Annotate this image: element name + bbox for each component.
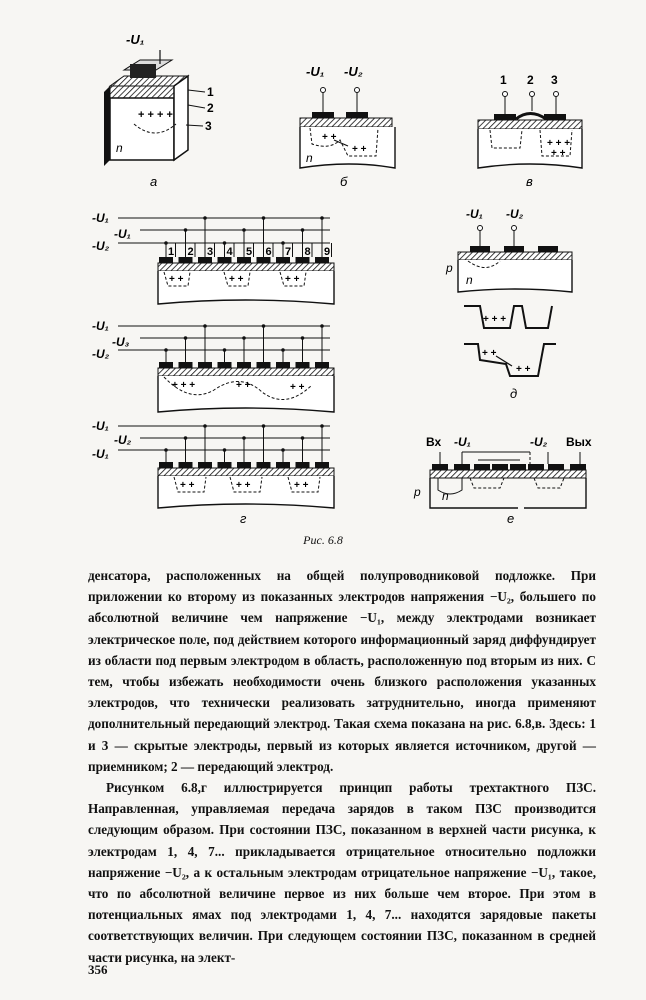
electrode [179, 362, 193, 368]
electrode [179, 462, 193, 468]
electrode-number: 2 [187, 246, 194, 258]
body-text [88, 565, 596, 968]
svg-text:Вх: Вх [426, 435, 442, 449]
svg-text:+ +: + + [236, 380, 251, 391]
svg-text:n: n [306, 151, 313, 165]
electrode [474, 464, 490, 470]
panel-letter-v: в [526, 174, 533, 189]
page-number: 356 [88, 962, 108, 977]
panel-letter-e: е [507, 511, 515, 526]
panel-b [300, 64, 395, 189]
electrode [528, 464, 544, 470]
svg-text:-U₁: -U₁ [466, 207, 483, 221]
svg-text:+ +: + + [551, 148, 566, 159]
electrode [159, 362, 173, 368]
svg-text:+ +: + + [482, 348, 497, 359]
svg-text:+ + + +: + + + + [138, 109, 173, 121]
electrode [492, 464, 508, 470]
electrode-number: 8 [304, 246, 311, 258]
svg-text:+ +: + + [169, 274, 184, 285]
panel-e [413, 435, 592, 526]
label-u1-a: -U₁ [126, 32, 145, 47]
svg-text:-U₁: -U₁ [92, 319, 109, 333]
electrode [198, 362, 212, 368]
svg-text:3: 3 [551, 73, 558, 87]
svg-text:-U₁: -U₁ [92, 419, 109, 433]
svg-text:1: 1 [207, 85, 214, 99]
svg-text:-U₃: -U₃ [112, 335, 130, 349]
svg-text:-U₂: -U₂ [344, 64, 363, 79]
svg-text:-U₂: -U₂ [92, 347, 110, 361]
panel-letter-d: д [510, 386, 518, 401]
panel-letter-g: г [240, 511, 247, 526]
svg-text:+ +: + + [236, 480, 251, 491]
svg-text:p: p [414, 485, 421, 499]
svg-text:-U₂: -U₂ [530, 435, 548, 449]
electrode [237, 362, 251, 368]
svg-text:+ +: + + [516, 364, 531, 375]
svg-text:-U₁: -U₁ [114, 227, 131, 241]
electrode [257, 462, 271, 468]
svg-text:+ + +: + + + [483, 314, 507, 325]
panel-a [104, 32, 214, 189]
electrode [432, 464, 448, 470]
svg-text:-U₁: -U₁ [92, 447, 109, 461]
svg-text:+ +: + + [285, 274, 300, 285]
svg-text:+ +: + + [229, 274, 244, 285]
svg-text:+ +: + + [294, 480, 309, 491]
panel-g [92, 211, 334, 526]
electrode-number: 9 [324, 246, 331, 258]
electrode [276, 462, 290, 468]
electrode [315, 362, 329, 368]
svg-text:n: n [466, 273, 473, 287]
svg-text:2: 2 [527, 73, 534, 87]
paragraph-1: денсатора, расположенных на общей полупроводниковой подложке. При приложении ко второму из показанных электродов напряжения −U₂, большего по абсолютной величине чем напряжение −U₁, между электродами возникает электрическое поле, под действием которого информационный заряд диффундирует из области под первым электродом в область, расположенную под вторым из них. С тем, чтобы избежать необходимости очень близкого расположения указанных электродов, что технически реализовать затруднительно, иногда применяют дополнительный передающий электрод. Такая схема показана на рис. 6.8,в. Здесь: 1 и 3 — скрытые электроды, первый из которых является источником, другой — приемником; 2 — передающий электрод. [88, 568, 596, 774]
electrode [296, 362, 310, 368]
svg-text:+ + +: + + + [172, 380, 196, 391]
electrode [218, 362, 232, 368]
svg-text:+ + +: + + + [547, 138, 571, 149]
svg-text:-U₁: -U₁ [92, 211, 109, 225]
electrode-number: 1 [168, 246, 175, 258]
svg-text:+ +: + + [352, 144, 367, 155]
electrode-number: 4 [226, 246, 233, 258]
svg-text:Вых: Вых [566, 435, 592, 449]
electrode [237, 462, 251, 468]
paragraph-2: Рисунком 6.8,г иллюстрируется принцип работы трехтактного ПЗС. Направленная, управляемая передача зарядов в таком ПЗС производится следующим образом. При состоянии ПЗС, показанном в верхней части рисунка, к электродам 1, 4, 7... прикладывается отрицательное относительно подложки напряжение −U₂, а к остальным электродам отрицательное напряжение −U₁, такое, что по абсолютной величине первое из них больше чем второе. При этом в потенциальных ямах под электродами 1, 4, 7... находятся зарядовые пакеты соответствующих величин. При следующем состоянии ПЗС, показанном в средней части рисунка, на элект- [88, 780, 596, 965]
svg-text:n: n [442, 489, 449, 503]
electrode [510, 464, 526, 470]
svg-text:1: 1 [500, 73, 507, 87]
svg-text:+ +: + + [290, 382, 305, 393]
svg-text:+ +: + + [322, 132, 337, 143]
electrode-number: 3 [207, 246, 214, 258]
electrode [296, 462, 310, 468]
svg-text:3: 3 [205, 119, 212, 133]
electrode [218, 462, 232, 468]
svg-text:-U₂: -U₂ [92, 239, 110, 253]
electrode-number: 5 [246, 246, 253, 258]
electrode [548, 464, 564, 470]
panel-d [445, 207, 572, 401]
figure-caption: Рис. 6.8 [303, 533, 343, 547]
svg-text:-U₁: -U₁ [306, 64, 325, 79]
svg-text:2: 2 [207, 101, 214, 115]
electrode [159, 462, 173, 468]
svg-text:-U₁: -U₁ [454, 435, 471, 449]
electrode [198, 462, 212, 468]
svg-text:+ +: + + [180, 480, 195, 491]
electrode [570, 464, 586, 470]
svg-text:-U₂: -U₂ [114, 433, 132, 447]
svg-text:p: p [446, 261, 453, 275]
svg-text:-U₂: -U₂ [506, 207, 524, 221]
electrode [257, 362, 271, 368]
electrode [276, 362, 290, 368]
panel-letter-a: а [150, 174, 158, 189]
electrode-number: 6 [265, 246, 272, 258]
panel-letter-b: б [340, 174, 348, 189]
electrode-number: 7 [285, 246, 292, 258]
electrode [454, 464, 470, 470]
panel-v [478, 73, 582, 189]
electrode [315, 462, 329, 468]
svg-text:n: n [116, 141, 123, 155]
